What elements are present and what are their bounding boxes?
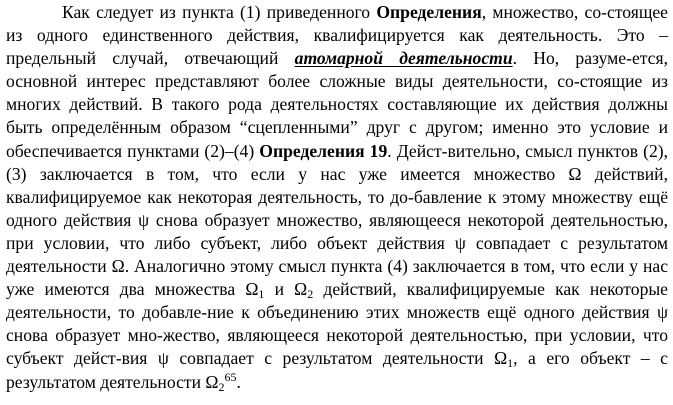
text-run: и Ω: [264, 279, 308, 300]
text-run: , а его объект – с результатом деятельности Ω: [6, 348, 668, 392]
text-run: . Дейст-вительно, смысл пунктов (2),(3) заключается в том, что если у нас уже имеется множество Ω действий, квалифицируемое как некоторая деятельность, то до-бавление к этому множеству ещё одного действия ψ снова образует множество, являющееся некоторой деятельностью, при условии, что либо субъект, либо объект действия ψ совпадает с результатом деятельности Ω. Аналогично этому смысл пункта (4) заключается в том, что если у нас уже имеются два множества Ω: [6, 140, 668, 300]
subscript: 2: [218, 379, 225, 394]
definition-reference: Определения 19: [259, 140, 388, 161]
subscript: 1: [258, 287, 265, 302]
text-run: действий, квалифицируемые как некоторые деятельности, то добавле-ние к объединению этих множеств ещё одного действия ψ снова образует мно-жество, являющееся некоторой деятельностью, при условии, что субъект дейст-вия ψ совпадает с результатом деятельности Ω: [6, 279, 668, 369]
body-paragraph: [6, 1, 668, 394]
text-run: Как следует из пункта (1) приведенного: [62, 2, 377, 22]
text-run: , множество, со-стоящее из одного единственного действия, квалифицируется как деятельность. Это – предельный случай, отвечающий: [6, 2, 668, 69]
subscript: 1: [507, 356, 514, 371]
subscript: 2: [307, 287, 314, 302]
definition-reference: Определения: [376, 2, 482, 22]
text-run: .: [236, 371, 241, 392]
footnote-marker: 65: [224, 369, 237, 384]
emphasized-term: атомарной деятельности: [294, 48, 513, 69]
text-run: . Но, разуме-ется, основной интерес представляют более сложные виды деятельности, со-стоящие из многих действий. В такого рода деятельностях составляющие их действия должны быть определённым образом “сцепленными” друг с другом; именно это условие и обеспечивается пунктами (2)–(4): [6, 48, 668, 161]
